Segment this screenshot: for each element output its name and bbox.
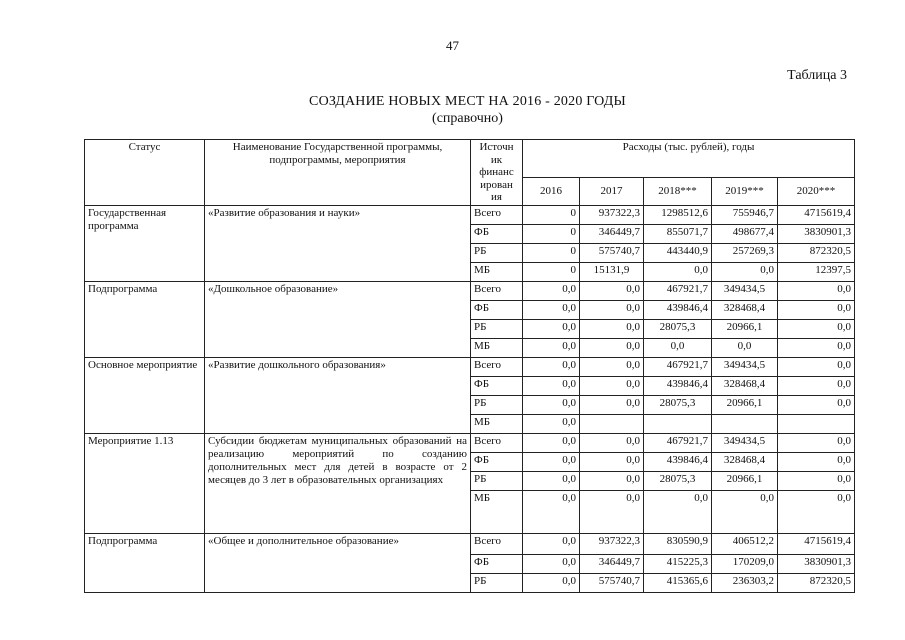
value-cell: 349434,5: [712, 281, 778, 300]
value-cell: 236303,2: [712, 573, 778, 592]
value-cell: 0,0: [523, 300, 580, 319]
value-cell: [778, 414, 855, 433]
value-cell: 0,0: [580, 319, 644, 338]
header-source: Источн ик финанс ирован ия: [471, 140, 523, 206]
value-cell: 0,0: [580, 357, 644, 376]
value-cell: 0,0: [644, 262, 712, 281]
status-cell: Государственная программа: [85, 205, 205, 281]
value-cell: 0,0: [644, 338, 712, 357]
value-cell: 349434,5: [712, 433, 778, 452]
table-row: [85, 281, 855, 300]
table-row: [85, 357, 855, 376]
header-expenses: Расходы (тыс. рублей), годы: [523, 140, 855, 178]
value-cell: 0,0: [778, 338, 855, 357]
table-row: [85, 433, 855, 452]
document-subtitle: (справочно): [432, 111, 503, 126]
header-status: Статус: [85, 140, 205, 206]
value-cell: [580, 414, 644, 433]
value-cell: 575740,7: [580, 573, 644, 592]
value-cell: 0,0: [712, 338, 778, 357]
value-cell: 0,0: [644, 490, 712, 533]
table-caption: Таблица 3: [787, 68, 847, 83]
value-cell: 0,0: [580, 490, 644, 533]
value-cell: 0,0: [778, 319, 855, 338]
header-year: 2017: [580, 177, 644, 205]
table-row: [85, 533, 855, 554]
header-name: Наименование Государственной программы, подпрограммы, мероприятия: [205, 140, 471, 206]
value-cell: 439846,4: [644, 300, 712, 319]
value-cell: 3830901,3: [778, 554, 855, 573]
value-cell: 415365,6: [644, 573, 712, 592]
value-cell: 443440,9: [644, 243, 712, 262]
value-cell: 0,0: [523, 433, 580, 452]
value-cell: 0,0: [523, 471, 580, 490]
value-cell: 0,0: [523, 338, 580, 357]
value-cell: 0,0: [523, 452, 580, 471]
value-cell: [644, 414, 712, 433]
name-cell: «Развитие образования и науки»: [205, 205, 471, 281]
value-cell: 0,0: [580, 433, 644, 452]
value-cell: 0,0: [778, 490, 855, 533]
value-cell: 0,0: [778, 281, 855, 300]
source-cell: МБ: [471, 414, 523, 433]
value-cell: 0,0: [712, 262, 778, 281]
value-cell: 4715619,4: [778, 533, 855, 554]
value-cell: 0,0: [580, 471, 644, 490]
value-cell: 0,0: [523, 357, 580, 376]
source-cell: ФБ: [471, 224, 523, 243]
value-cell: 0,0: [523, 573, 580, 592]
source-cell: МБ: [471, 262, 523, 281]
value-cell: 12397,5: [778, 262, 855, 281]
value-cell: 755946,7: [712, 205, 778, 224]
value-cell: 170209,0: [712, 554, 778, 573]
value-cell: 328468,4: [712, 452, 778, 471]
value-cell: 0,0: [580, 452, 644, 471]
value-cell: 872320,5: [778, 573, 855, 592]
header-year: 2019***: [712, 177, 778, 205]
value-cell: 0,0: [580, 281, 644, 300]
value-cell: 0: [523, 205, 580, 224]
value-cell: 20966,1: [712, 395, 778, 414]
source-cell: РБ: [471, 471, 523, 490]
expenses-table: [84, 139, 855, 593]
value-cell: 0: [523, 243, 580, 262]
value-cell: 0,0: [523, 319, 580, 338]
value-cell: 0,0: [523, 414, 580, 433]
value-cell: 439846,4: [644, 376, 712, 395]
value-cell: 415225,3: [644, 554, 712, 573]
value-cell: 0,0: [712, 490, 778, 533]
value-cell: 937322,3: [580, 205, 644, 224]
value-cell: 0,0: [580, 395, 644, 414]
source-cell: ФБ: [471, 300, 523, 319]
value-cell: 439846,4: [644, 452, 712, 471]
value-cell: 15131,9: [580, 262, 644, 281]
value-cell: 0,0: [778, 452, 855, 471]
value-cell: 467921,7: [644, 357, 712, 376]
value-cell: 1298512,6: [644, 205, 712, 224]
source-cell: МБ: [471, 338, 523, 357]
value-cell: 349434,5: [712, 357, 778, 376]
name-cell: «Дошкольное образование»: [205, 281, 471, 357]
value-cell: 0: [523, 224, 580, 243]
value-cell: 498677,4: [712, 224, 778, 243]
source-cell: РБ: [471, 243, 523, 262]
value-cell: 28075,3: [644, 319, 712, 338]
value-cell: 0,0: [778, 471, 855, 490]
status-cell: Основное мероприятие: [85, 357, 205, 433]
value-cell: 328468,4: [712, 300, 778, 319]
value-cell: 0,0: [523, 533, 580, 554]
value-cell: 0,0: [523, 376, 580, 395]
value-cell: 467921,7: [644, 433, 712, 452]
value-cell: 0,0: [778, 357, 855, 376]
value-cell: 20966,1: [712, 471, 778, 490]
value-cell: 0,0: [778, 433, 855, 452]
document-title: СОЗДАНИЕ НОВЫХ МЕСТ НА 2016 - 2020 ГОДЫ: [309, 94, 626, 109]
source-cell: РБ: [471, 319, 523, 338]
value-cell: 346449,7: [580, 554, 644, 573]
source-cell: ФБ: [471, 554, 523, 573]
value-cell: 830590,9: [644, 533, 712, 554]
value-cell: 0,0: [523, 395, 580, 414]
value-cell: 257269,3: [712, 243, 778, 262]
value-cell: 28075,3: [644, 471, 712, 490]
value-cell: 0,0: [580, 300, 644, 319]
value-cell: 467921,7: [644, 281, 712, 300]
value-cell: 872320,5: [778, 243, 855, 262]
value-cell: 0: [523, 262, 580, 281]
value-cell: 0,0: [778, 395, 855, 414]
value-cell: 0,0: [580, 376, 644, 395]
value-cell: 937322,3: [580, 533, 644, 554]
status-cell: Мероприятие 1.13: [85, 433, 205, 533]
source-cell: Всего: [471, 533, 523, 554]
source-cell: ФБ: [471, 452, 523, 471]
value-cell: 0,0: [523, 281, 580, 300]
value-cell: 328468,4: [712, 376, 778, 395]
value-cell: 3830901,3: [778, 224, 855, 243]
source-cell: МБ: [471, 490, 523, 533]
source-cell: РБ: [471, 395, 523, 414]
source-cell: ФБ: [471, 376, 523, 395]
value-cell: 0,0: [523, 490, 580, 533]
value-cell: [712, 414, 778, 433]
name-cell: Субсидии бюджетам муниципальных образований на реализацию мероприятий по созданию дополнительных мест для детей в возрасте от 2 месяцев до 3 лет в образовательных организациях: [205, 433, 471, 533]
value-cell: 406512,2: [712, 533, 778, 554]
value-cell: 4715619,4: [778, 205, 855, 224]
header-year: 2020***: [778, 177, 855, 205]
source-cell: Всего: [471, 357, 523, 376]
source-cell: Всего: [471, 433, 523, 452]
value-cell: 575740,7: [580, 243, 644, 262]
value-cell: 855071,7: [644, 224, 712, 243]
value-cell: 0,0: [778, 300, 855, 319]
name-cell: «Общее и дополнительное образование»: [205, 533, 471, 592]
source-cell: Всего: [471, 281, 523, 300]
header-year: 2018***: [644, 177, 712, 205]
status-cell: Подпрограмма: [85, 281, 205, 357]
status-cell: Подпрограмма: [85, 533, 205, 592]
table-row: [85, 205, 855, 224]
header-row: [85, 140, 855, 178]
value-cell: 28075,3: [644, 395, 712, 414]
value-cell: 0,0: [580, 338, 644, 357]
source-cell: РБ: [471, 573, 523, 592]
value-cell: 0,0: [778, 376, 855, 395]
value-cell: 0,0: [523, 554, 580, 573]
source-cell: Всего: [471, 205, 523, 224]
page-number: 47: [446, 38, 459, 53]
value-cell: 20966,1: [712, 319, 778, 338]
header-year: 2016: [523, 177, 580, 205]
value-cell: 346449,7: [580, 224, 644, 243]
name-cell: «Развитие дошкольного образования»: [205, 357, 471, 433]
